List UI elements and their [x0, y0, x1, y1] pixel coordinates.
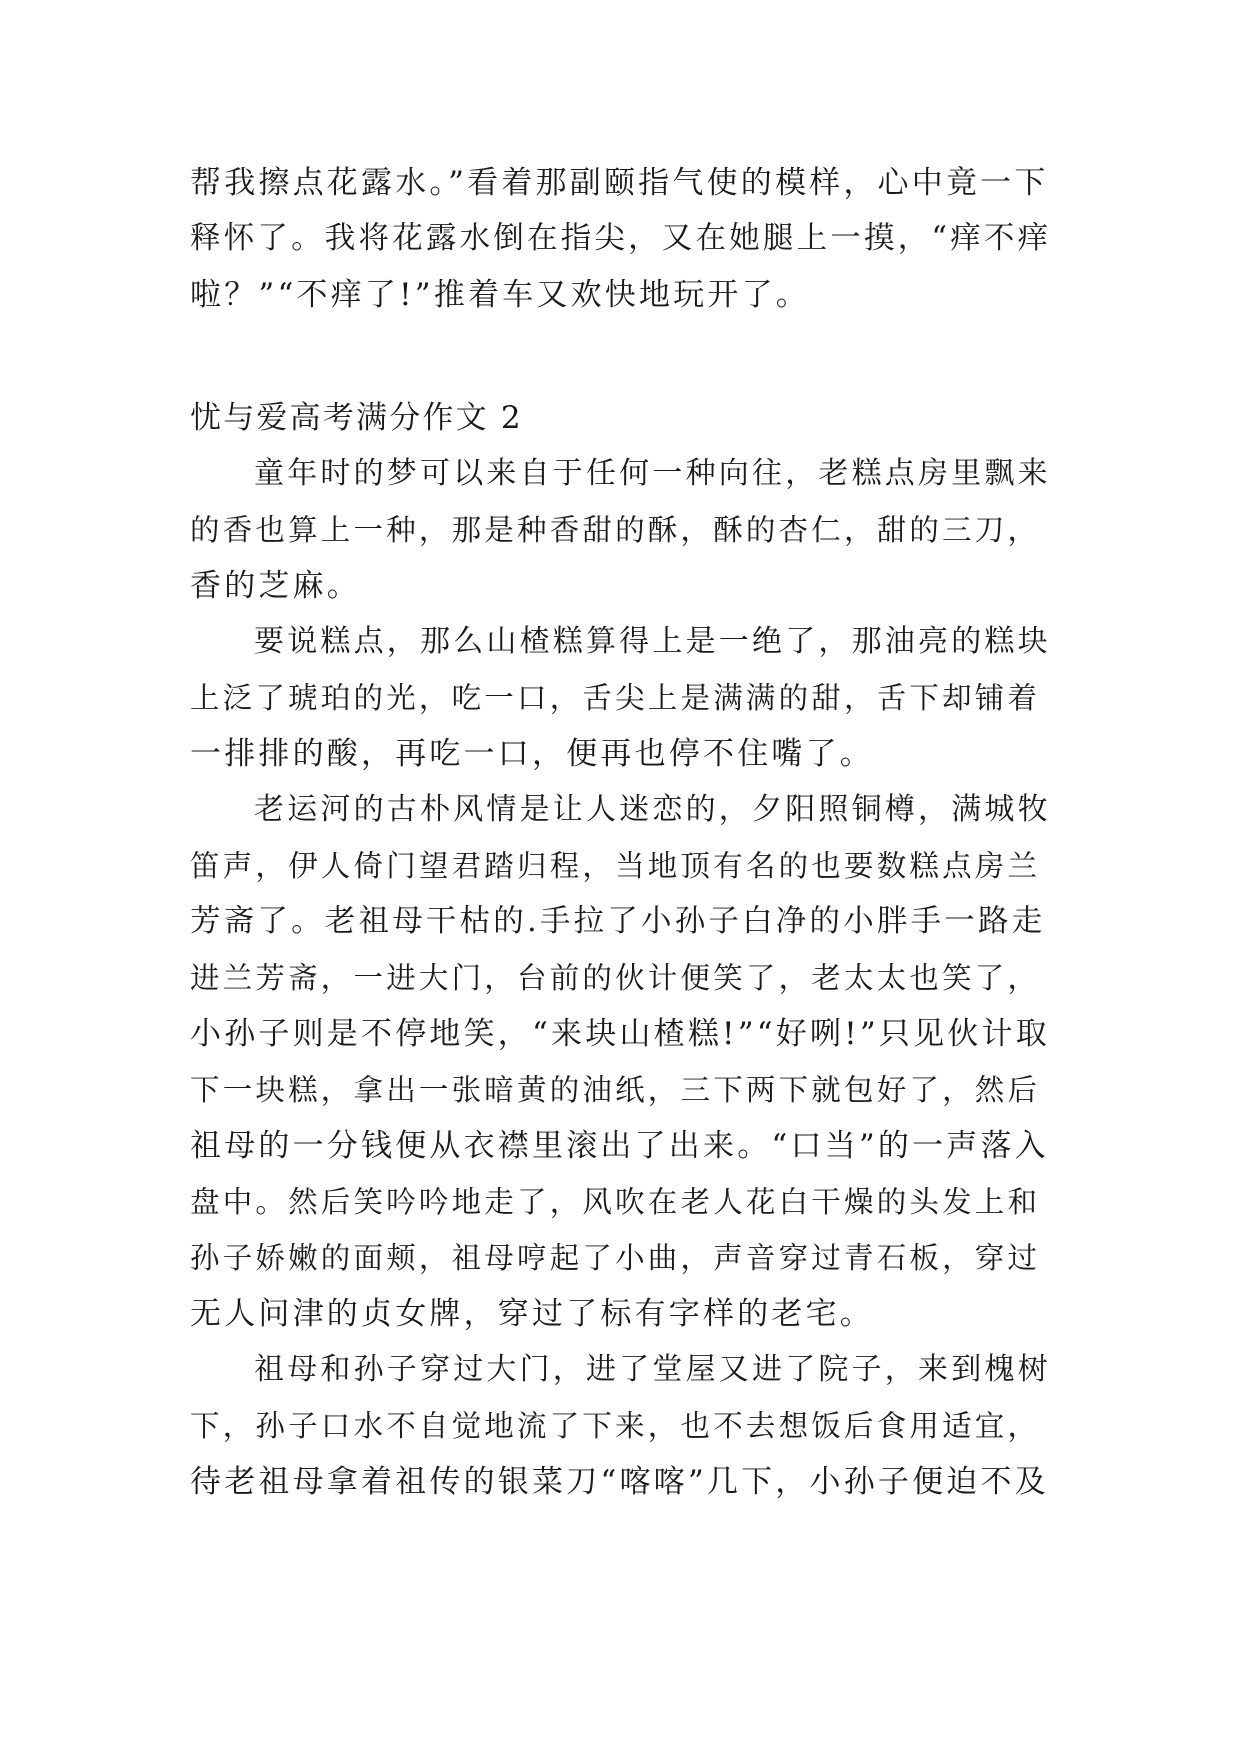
text-line: 待老祖母拿着祖传的银菜刀“喀喀”几下，小孙子便迫不及 [190, 1464, 1049, 1500]
text-line: 要说糕点，那么山楂糕算得上是一绝了，那油亮的糕块 [254, 624, 1051, 659]
text-line: 孙子娇嫩的面颊，祖母哼起了小曲，声音穿过青石板，穿过 [190, 1241, 1041, 1275]
text-line: 老运河的古朴风情是让人迷恋的，夕阳照铜樽，满城牧 [254, 792, 1051, 827]
text-line: 一排排的酸，再吃一口，便再也停不住嘴了。 [190, 736, 874, 772]
text-line: 小孙子则是不停地笑，“来块山楂糕!”“好咧!”只见伙计取 [190, 1016, 1050, 1052]
text-line: 香的芝麻。 [190, 568, 361, 604]
text-line: 帮我擦点花露水。”看着那副颐指气使的模样，心中竟一下 [190, 165, 1049, 201]
essay-heading: 忧与爱高考满分作文 2 [190, 400, 523, 436]
text-line: 盘中。然后笑吟吟地走了，风吹在老人花白干燥的头发上和 [190, 1185, 1041, 1219]
text-line: 的香也算上一种，那是种香甜的酥，酥的杏仁，甜的三刀， [190, 513, 1041, 547]
text-line: 释怀了。我将花露水倒在指尖，又在她腿上一摸，“痒不痒 [190, 221, 1052, 256]
text-line: 童年时的梦可以来自于任何一种向往，老糕点房里飘来 [254, 456, 1051, 491]
text-line: 祖母的一分钱便从衣襟里滚出了出来。“口当”的一声落入 [190, 1128, 1049, 1164]
text-line: 下，孙子口水不自觉地流了下来，也不去想饭后食用适宜， [190, 1409, 1041, 1443]
text-line: 笛声，伊人倚门望君踏归程，当地顶有名的也要数糕点房兰 [190, 849, 1041, 883]
text-line: 下一块糕，拿出一张暗黄的油纸，三下两下就包好了，然后 [190, 1073, 1041, 1107]
text-line: 无人问津的贞女牌，穿过了标有字样的老宅。 [190, 1296, 874, 1332]
text-line: 进兰芳斋，一进大门，台前的伙计便笑了，老太太也笑了， [190, 961, 1041, 995]
text-line: 芳斋了。老祖母干枯的.手拉了小孙子白净的小胖手一路走 [190, 904, 1046, 939]
text-line: 祖母和孙子穿过大门，进了堂屋又进了院子，来到槐树 [254, 1352, 1051, 1387]
text-line: 上泛了琥珀的光，吃一口，舌尖上是满满的甜，舌下却铺着 [190, 681, 1041, 715]
text-line: 啦？”“不痒了!”推着车又欢快地玩开了。 [190, 277, 811, 313]
